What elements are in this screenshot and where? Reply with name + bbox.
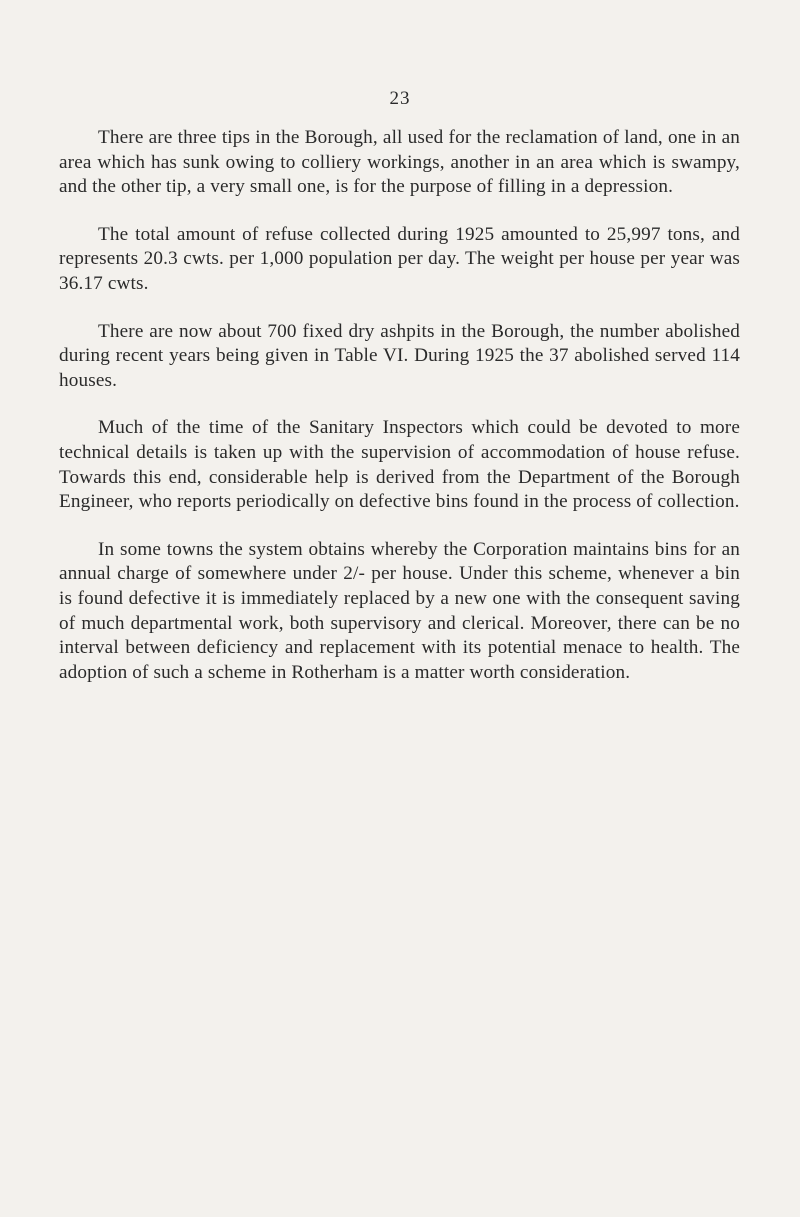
paragraph-ashpits: There are now about 700 fixed dry ashpits in the Borough, the number abolished during recent years being given in Table VI. During 1925 the 37 abolished served 114 houses. (59, 320, 740, 391)
page-number: 23 (389, 88, 411, 109)
paragraph-inspectors: Much of the time of the Sanitary Inspectors which could be devoted to more technical details is taken up with the supervision of accommodation of house refuse. Towards this end, considerable help is derived from the Department of the Borough Engineer, who reports periodically on defective bins found in the process of collection. (59, 417, 740, 513)
paragraph-refuse-total: The total amount of refuse collected during 1925 amounted to 25,997 tons, and represents 20.3 cwts. per 1,000 population per day. The weight per house per year was 36.17 cwts. (59, 223, 740, 294)
paragraph-tips: There are three tips in the Borough, all used for the reclamation of land, one in an area which has sunk owing to colliery workings, another in an area which is swampy, and the other tip, a very small one, is for the purpose of filling in a depression. (59, 127, 740, 198)
paragraph-bin-scheme: In some towns the system obtains whereby the Corporation maintains bins for an annual charge of somewhere under 2/- per house. Under this scheme, whenever a bin is found defective it is immediately replaced by a new one with the consequent saving of much departmental work, both supervisory and clerical. Moreover, there can be no interval between deficiency and replacement with its potential menace to health. The adoption of such a scheme in Rotherham is a matter worth consideration. (59, 538, 740, 683)
body-text (59, 126, 740, 708)
